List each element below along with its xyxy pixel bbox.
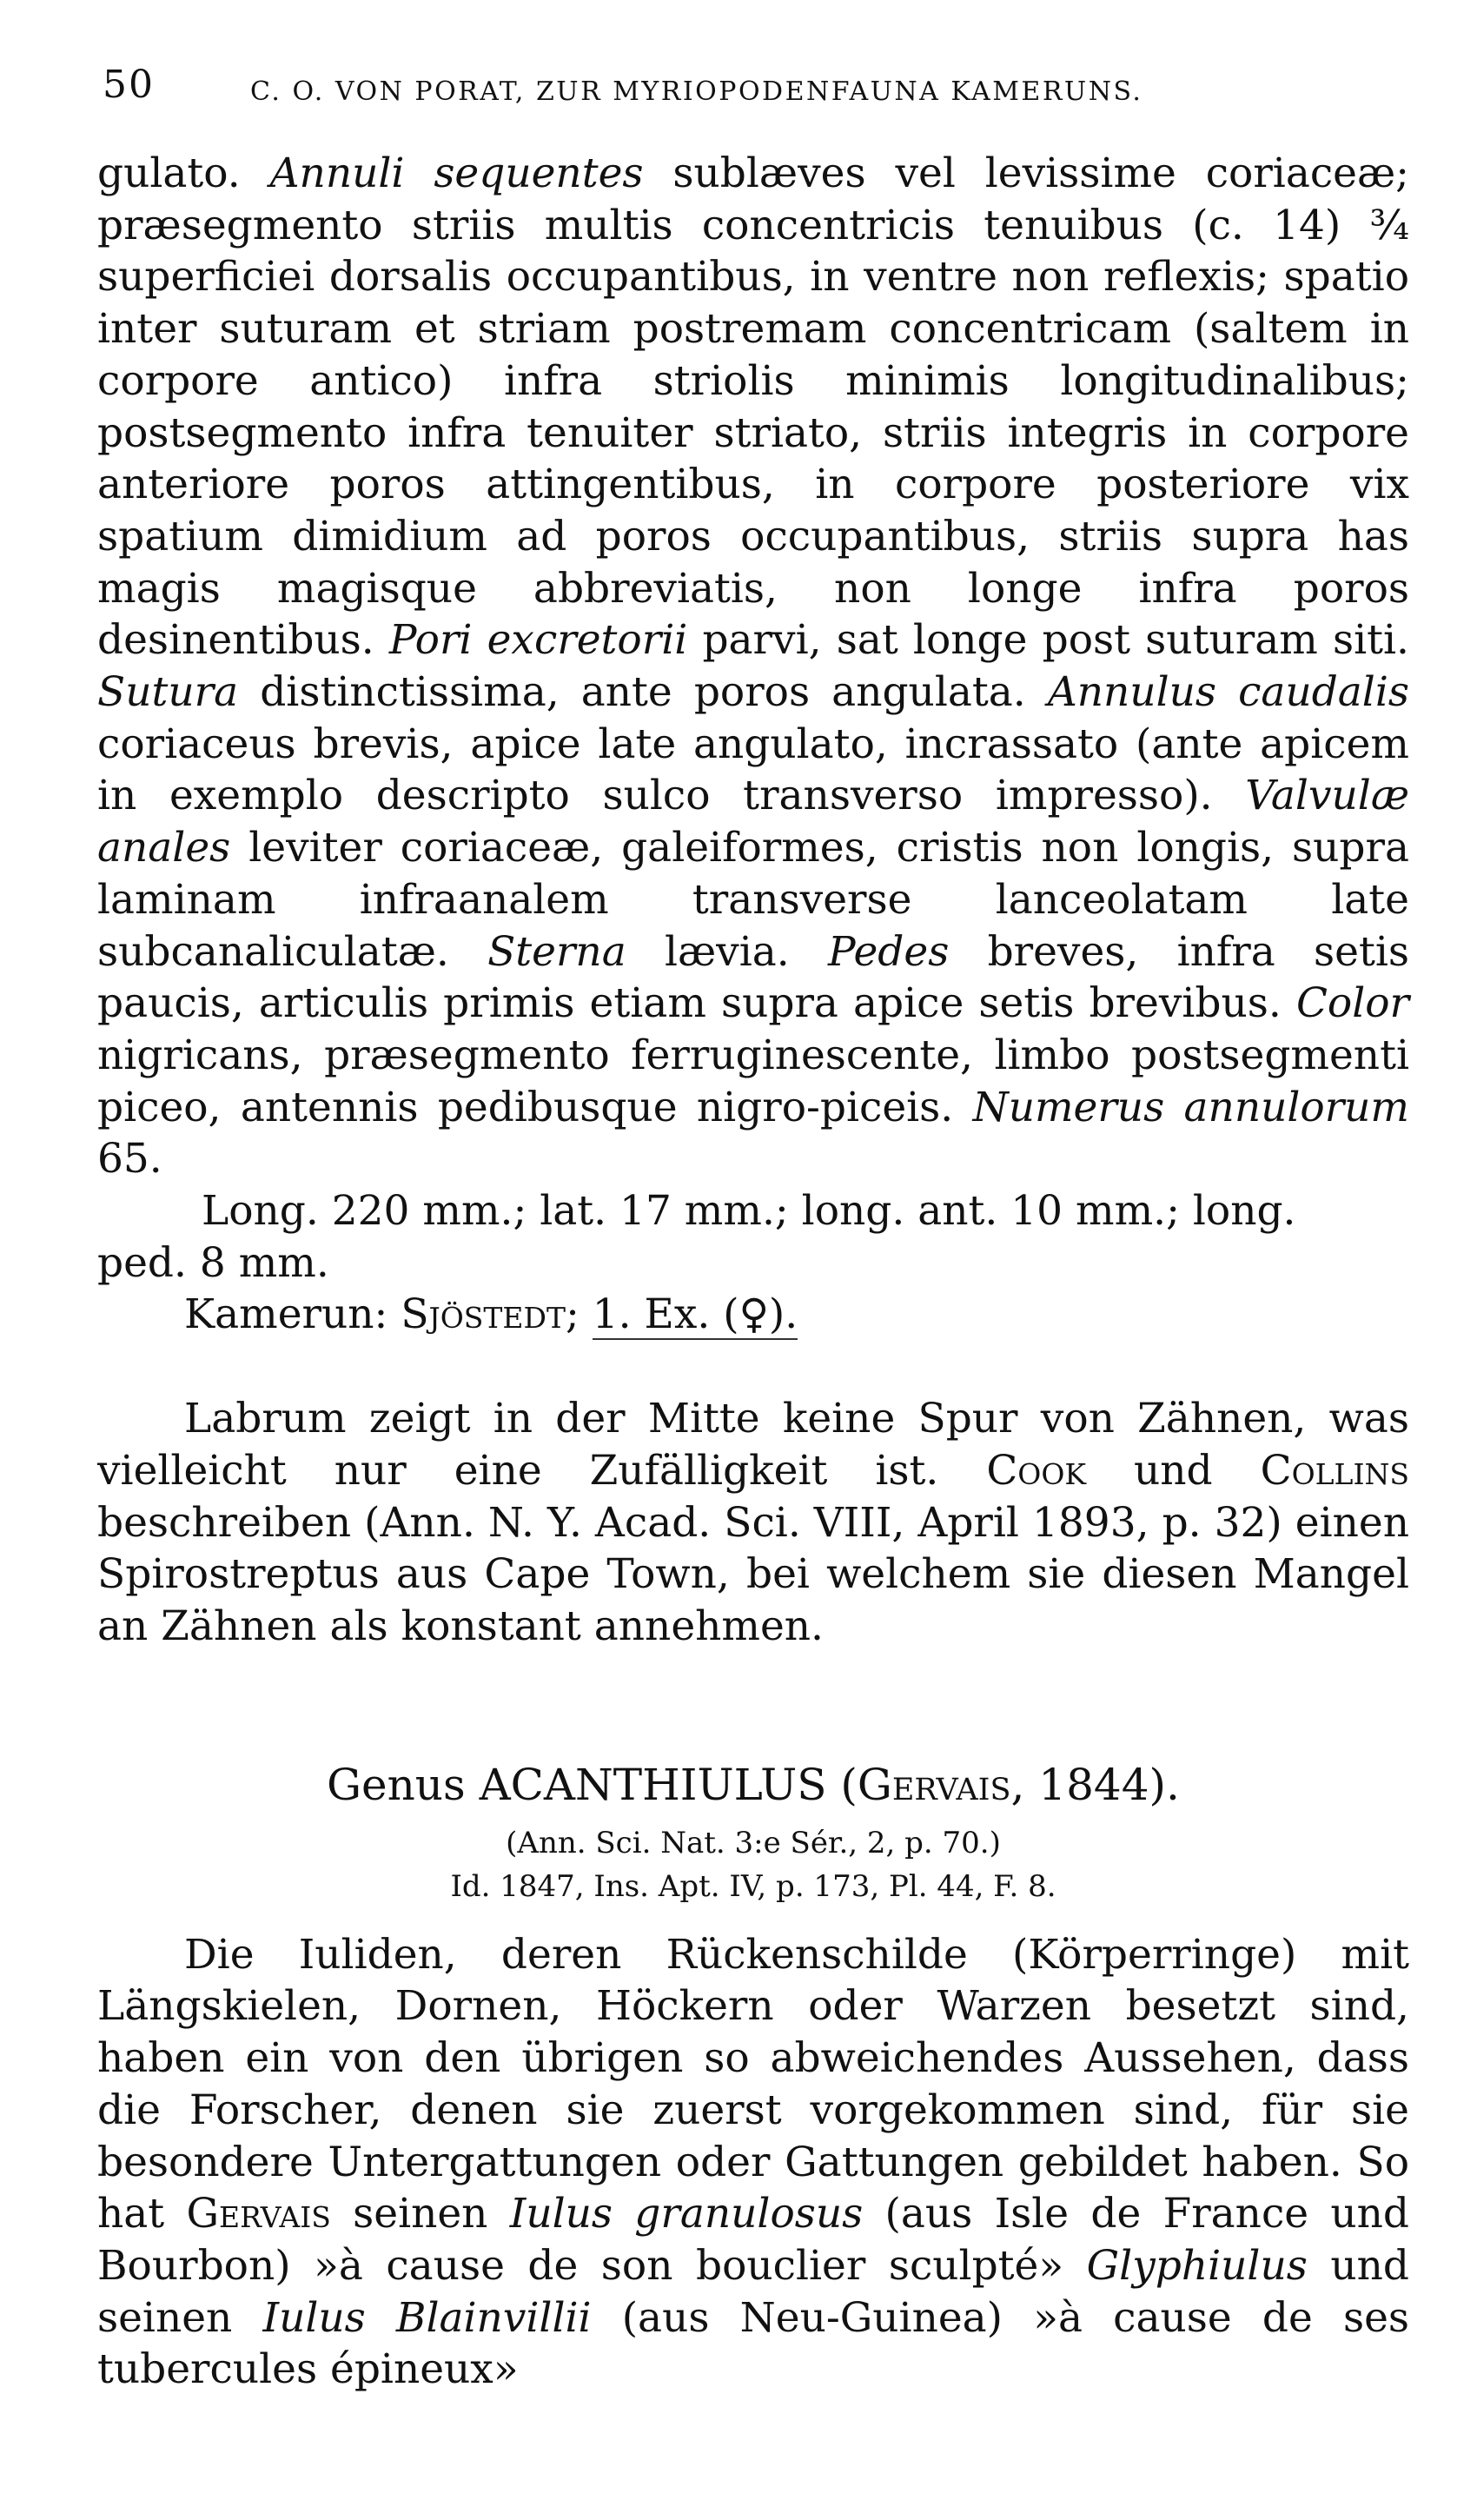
text-run: Labrum zeigt in der Mitte keine Spur von Zähnen, was vielleicht nur eine Zufälligkeit ist.	[97, 1395, 1409, 1495]
measurements-line-2: ped. 8 mm.	[97, 1238, 329, 1287]
genus-name: Genus ACANTHIULUS (	[327, 1759, 858, 1810]
paragraph-gap	[97, 1341, 1409, 1393]
genus-heading	[97, 1757, 1409, 1813]
remark-paragraph	[97, 1393, 1409, 1653]
italic-term: Iulus granulosus	[509, 2190, 864, 2238]
genus-author: Gervais	[857, 1759, 1011, 1810]
author-name: Cook	[986, 1446, 1087, 1495]
text-run: nigricans, præsegmento ferruginescente, limbo postsegmenti piceo, antennis pedibusque nigro-piceis.	[97, 1031, 1409, 1131]
locality-line	[97, 1289, 1409, 1341]
text-run: gulato.	[97, 149, 270, 197]
italic-term: Color	[1295, 979, 1409, 1028]
author-name: Gervais	[186, 2190, 331, 2238]
text-run: parvi, sat longe post suturam siti.	[687, 616, 1409, 665]
page-header	[103, 63, 1388, 132]
text-run: seinen	[330, 2190, 510, 2238]
italic-term: Pedes	[827, 927, 950, 976]
text-run: sublæves vel levissime coriaceæ; præsegmento striis multis concentricis tenuibus (c. 14) ¾ superficiei dorsalis occupantibus, in ventre non reflexis; spatio inter suturam et striam postremam concentricam (saltem in corpore antico) infra striolis minimis longitudinalibus; postsegmento infra tenuiter striato, striis integris in corpore anteriore poros attingentibus, in corpore posteriore vix spatium dimidium ad poros occupantibus, striis supra has magis magisque abbreviatis, non longe infra poros desinentibus.	[97, 149, 1410, 665]
measurements-line-1: Long. 220 mm.; lat. 17 mm.; long. ant. 10 mm.; long.	[202, 1187, 1296, 1236]
running-title: C. O. VON PORAT, ZUR MYRIOPODENFAUNA KAMERUNS.	[250, 76, 1143, 107]
genus-reference-2: Id. 1847, Ins. Apt. IV, p. 173, Pl. 44, F. 8.	[450, 1868, 1056, 1904]
locality-separator: ;	[565, 1290, 593, 1339]
genus-reference-1: (Ann. Sci. Nat. 3:e Sér., 2, p. 70.)	[506, 1825, 1001, 1860]
text-run: beschreiben (Ann. N. Y. Acad. Sci. VIII, April 1893, p. 32) einen Spirostreptus aus Cape Town, bei welchem sie diesen Mangel an Zähnen als konstant annehmen.	[97, 1498, 1409, 1650]
locality-prefix: Kamerun:	[184, 1290, 401, 1339]
italic-term: Iulus Blainvillii	[262, 2293, 592, 2342]
author-name: Collins	[1260, 1446, 1409, 1495]
text-run: breves, infra setis paucis, articulis primis etiam supra apice setis brevibus.	[97, 927, 1409, 1028]
text-run: (aus Neu-Guinea) »à cause de ses tubercules épineux»	[97, 2293, 1409, 2394]
text-run: und seinen	[97, 2241, 1409, 2342]
italic-term: Valvulæ anales	[97, 772, 1409, 872]
italic-term: Annuli sequentes	[269, 149, 644, 197]
page-number: 50	[103, 63, 155, 107]
collector-name: Sjöstedt	[401, 1290, 566, 1339]
species-description-paragraph	[97, 148, 1409, 1185]
genus-discussion-paragraph	[97, 1929, 1409, 2396]
page-body	[97, 148, 1409, 2396]
italic-term: Numerus annulorum	[972, 1083, 1409, 1131]
italic-term: Glyphiulus	[1086, 2241, 1308, 2290]
text-run: leviter coriaceæ, galeiformes, cristis non longis, supra laminam infraanalem transverse lanceolatam late subcanaliculatæ.	[97, 824, 1409, 976]
italic-term: Pori excretorii	[388, 616, 688, 665]
text-run: 65.	[97, 1135, 162, 1184]
italic-term: Sterna	[487, 927, 626, 976]
text-run: Die Iuliden, deren Rückenschilde (Körperringe) mit Längskielen, Dornen, Höckern oder Warzen besetzt sind, haben ein von den übrigen so abweichendes Aussehen, dass die Forscher, denen sie zuerst vorgekommen sind, für sie besondere Untergattungen oder Gattungen gebildet haben. So hat	[97, 1930, 1409, 2238]
text-run: und	[1086, 1446, 1261, 1495]
italic-term: Sutura	[97, 668, 239, 717]
text-run: distinctissima, ante poros angulata.	[238, 668, 1048, 717]
text-run: lævia.	[626, 927, 828, 976]
italic-term: Annulus caudalis	[1047, 668, 1409, 717]
text-run: coriaceus brevis, apice late angulato, incrassato (ante apicem in exemplo descripto sulco transverso impresso).	[97, 720, 1409, 820]
text-run: (aus Isle de France und Bourbon) »à cause de son bouclier sculpté»	[97, 2190, 1409, 2290]
genus-year: , 1844).	[1010, 1759, 1180, 1810]
specimen-count: 1. Ex. (♀).	[592, 1290, 798, 1339]
